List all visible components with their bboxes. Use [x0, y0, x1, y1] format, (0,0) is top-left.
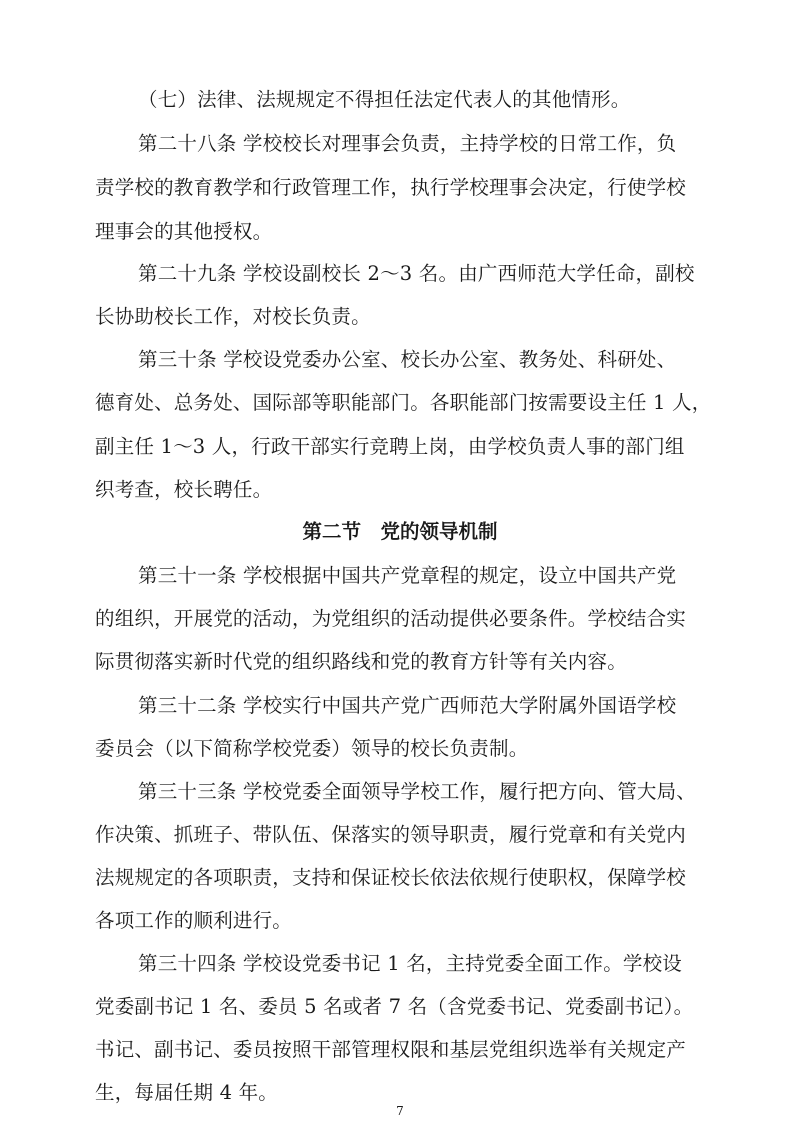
text-line: 生，每届任期 4 年。 [95, 1081, 279, 1104]
text-line: 各项工作的顺利进行。 [95, 909, 293, 932]
text-line: 际贯彻落实新时代党的组织路线和党的教育方针等有关内容。 [95, 650, 627, 673]
text-line: 长协助校长工作，对校长负责。 [95, 305, 371, 328]
text-line-article-31: 第三十一条 学校根据中国共产党章程的规定，设立中国共产党 [138, 564, 677, 587]
text-line-article-30: 第三十条 学校设党委办公室、校长办公室、教务处、科研处、 [138, 348, 677, 371]
text-line: 德育处、总务处、国际部等职能部门。各职能部门按需要设主任 1 人， [95, 391, 712, 414]
text-line: 党委副书记 1 名、委员 5 名或者 7 名（含党委书记、党委副书记）。 [95, 995, 694, 1018]
text-line: 的组织，开展党的活动，为党组织的活动提供必要条件。学校结合实 [95, 607, 687, 630]
text-line: 委员会（以下简称学校党委）领导的校长负责制。 [95, 737, 529, 760]
text-line: 书记、副书记、委员按照干部管理权限和基层党组织选举有关规定产 [95, 1038, 687, 1061]
text-line: 责学校的教育教学和行政管理工作，执行学校理事会决定，行使学校 [95, 176, 687, 199]
text-line: 法规规定的各项职责，支持和保证校长依法依规行使职权，保障学校 [95, 866, 687, 889]
text-line-article-33: 第三十三条 学校党委全面领导学校工作，履行把方向、管大局、 [138, 780, 696, 803]
text-line-item-7: （七）法律、法规规定不得担任法定代表人的其他情形。 [138, 88, 631, 111]
text-line: 织考查，校长聘任。 [95, 478, 273, 501]
page-number: 7 [396, 1104, 404, 1118]
section-heading: 第二节 党的领导机制 [302, 520, 498, 543]
text-line: 副主任 1～3 人，行政干部实行竞聘上岗，由学校负责人事的部门组 [95, 435, 685, 458]
text-line: 理事会的其他授权。 [95, 220, 273, 243]
text-line-article-29: 第二十九条 学校设副校长 2～3 名。由广西师范大学任命，副校 [138, 262, 695, 285]
text-line-article-28: 第二十八条 学校校长对理事会负责，主持学校的日常工作，负 [138, 132, 677, 155]
text-line-article-32: 第三十二条 学校实行中国共产党广西师范大学附属外国语学校 [138, 694, 677, 717]
text-line: 作决策、抓班子、带队伍、保落实的领导职责，履行党章和有关党内 [95, 823, 687, 846]
text-line-article-34: 第三十四条 学校设党委书记 1 名，主持党委全面工作。学校设 [138, 952, 683, 975]
